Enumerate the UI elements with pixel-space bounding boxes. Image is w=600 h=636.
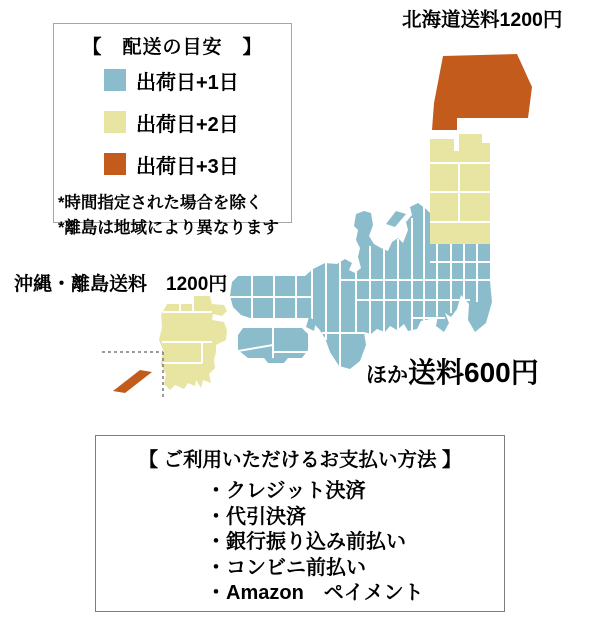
legend-item-day3 — [104, 153, 291, 178]
day1-color-swatch — [104, 69, 126, 91]
okinawa-shipping-label: 沖縄・離島送料 1200円 — [14, 274, 228, 295]
day2-color-swatch — [104, 111, 126, 133]
okinawa-inset-border — [102, 352, 163, 399]
day2-label: 出荷日+2日 — [136, 113, 239, 136]
day1-label: 出荷日+1日 — [136, 71, 239, 94]
hokkaido-shipping-label: 北海道送料1200円 — [402, 9, 563, 31]
map-region-hokkaido — [432, 54, 532, 130]
legend-note-time: *時間指定された場合を除く — [58, 194, 263, 212]
map-region-kyushu — [159, 296, 227, 390]
other-shipping-prefix: ほか — [366, 364, 408, 387]
other-shipping-price: 送料600円 — [408, 357, 539, 388]
payment-method-amazon: ・Amazon ペイメント — [206, 582, 424, 604]
day3-color-swatch — [104, 153, 126, 175]
delivery-legend — [53, 23, 292, 237]
legend-title: 【 配送の目安 】 — [82, 37, 263, 58]
map-region-shikoku — [238, 328, 308, 363]
payment-methods-box — [95, 435, 505, 612]
legend-item-day2 — [104, 111, 291, 136]
payment-method-convenience-store: ・コンビニ前払い — [206, 556, 366, 579]
payment-list — [206, 479, 504, 607]
payment-method-bank-transfer: ・銀行振り込み前払い — [206, 531, 406, 553]
other-shipping-label — [366, 351, 539, 391]
payment-method-credit: ・クレジット決済 — [206, 480, 366, 502]
map-region-okinawa — [113, 370, 152, 393]
legend-notes — [58, 191, 291, 241]
day3-label: 出荷日+3日 — [136, 155, 239, 178]
payment-title: 【 ご利用いただけるお支払い方法 】 — [138, 449, 462, 471]
map-region-sado-island — [386, 211, 406, 227]
legend-rows — [104, 69, 291, 178]
legend-note-islands: *離島は地域により異なります — [58, 219, 279, 237]
map-region-tohoku — [430, 134, 490, 244]
legend-item-day1 — [104, 69, 291, 94]
payment-method-cod: ・代引決済 — [206, 505, 306, 528]
